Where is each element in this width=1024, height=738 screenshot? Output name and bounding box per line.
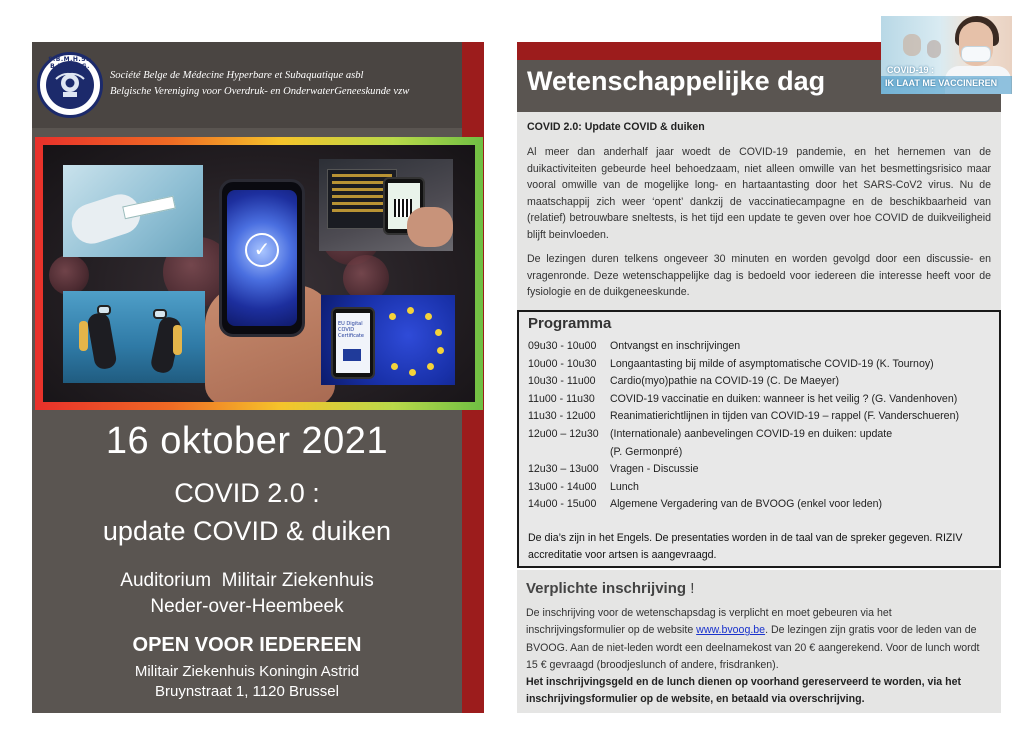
society-logo [37, 52, 103, 118]
program-row [528, 373, 994, 391]
program-row [528, 461, 994, 479]
registration-text-b: . De lezingen zijn gratis voor de leden van de BVOOG. Aan de niet-leden wordt een deelnamekost van 20 € aangerekend. Voor de lunch wordt 15 € gevraagd (broodjeslunch of andere, frisdranken). [526, 624, 980, 671]
program-row [528, 426, 994, 444]
program-desc: Algemene Vergadering van de BVOOG (enkel voor leden) [610, 498, 883, 511]
program-row [528, 408, 994, 426]
lecture-paragraph: De lezingen duren telkens ongeveer 30 minuten en worden gevolgd door een discussie- en vragenronde. Deze wetenschappelijke dag is bedoeld voor iedereen die interesse heeft voor de fysiologie en de duikgeneeskunde. [527, 253, 991, 299]
hand [407, 207, 453, 247]
red-top-bar [517, 42, 881, 60]
eu-certificate-photo [321, 295, 455, 385]
registration-heading-text: Verplichte inschrijving [526, 580, 687, 597]
intro-paragraph: Al meer dan anderhalf jaar woedt de COVID-19 pandemie, en het hernemen van de duikactiviteiten gebeurde heel behoedzaam, niet alleen omwille van het besmettingsrisico maar vooral omwille van de mogelijke long- en hartaantasting door het SARS-CoV2 virus. Nu de maatschappij zich weer ‘opent’ dankzij de vaccinatiecampagne en de beschikbaarheid van (relatief) betrouwbare sneltests, is het tijd een update te geven over hoe COVID de duikveiligheid blijft beinvloeden. [527, 146, 991, 241]
flyer-left-panel [32, 42, 484, 713]
program-desc: Longaantasting bij milde of asymptomatische COVID-19 (K. Tournoy) [610, 357, 934, 370]
eu-flag-icon [343, 349, 361, 361]
section-subtitle: COVID 2.0: Update COVID & duiken [527, 121, 705, 133]
program-row [528, 356, 994, 374]
program-row [528, 496, 994, 514]
programma-note: De dia’s zijn in het Engels. De presentaties worden in de taal van de spreker gegeven. RIZIV accreditatie voor artsen is aangevraagd. [528, 532, 963, 561]
vaccination-text-2: IK LAAT ME VACCINEREN [885, 78, 998, 88]
divers-photo [63, 291, 205, 383]
society-name-nl: Belgische Vereniging voor Overdruk- en OnderwaterGeneeskunde vzw [110, 86, 410, 97]
program-desc: COVID-19 vaccinatie en duiken: wanneer is het veilig ? (G. Vandenhoven) [610, 392, 958, 405]
program-desc: Cardio(myo)pathie na COVID-19 (C. De Maeyer) [610, 375, 840, 388]
program-row [528, 444, 994, 462]
face-mask-icon [961, 46, 991, 62]
program-desc: Reanimatierichtlijnen in tijden van COVID-19 – rappel (F. Vanderschueren) [610, 410, 959, 423]
bvoog-website-link[interactable]: www.bvoog.be [696, 624, 766, 637]
programma-list [528, 338, 994, 514]
program-time: 10u30 - 11u00 [528, 375, 596, 388]
address-line1: Militair Ziekenhuis Koningin Astrid [134, 663, 360, 680]
registration-section [517, 570, 1001, 713]
covid-test-photo [63, 165, 203, 257]
address-line2: Bruynstraat 1, 1120 Brussel [155, 683, 339, 700]
airport-qr-photo [319, 159, 453, 251]
program-desc: Ontvangst en inschrijvingen [610, 340, 741, 352]
program-desc: (P. Germonpré) [610, 445, 683, 458]
program-row [528, 479, 994, 497]
program-row [528, 391, 994, 409]
event-address [32, 662, 462, 702]
photo-collage-frame [35, 137, 483, 410]
virus-graphic [49, 255, 89, 295]
logo-ring-text: S.B.M.H.S.-B.V.O.O.G. [48, 56, 92, 70]
diving-tank [79, 321, 88, 351]
program-time: 14u00 - 15u00 [528, 498, 597, 511]
diver-helmet-icon [54, 71, 86, 99]
intro-section [517, 112, 1001, 310]
program-desc: Lunch [610, 480, 639, 493]
open-for-all: OPEN VOOR IEDEREEN [132, 634, 362, 656]
program-row [528, 338, 994, 356]
checkmark-icon: ✓ [245, 233, 279, 267]
eu-certificate-phone [331, 307, 375, 379]
event-date: 16 oktober 2021 [105, 420, 389, 462]
vaccination-phone [219, 179, 305, 337]
program-time: 11u00 - 11u30 [528, 392, 595, 405]
gloved-hand [67, 189, 146, 249]
diving-mask [97, 305, 111, 315]
eu-certificate-label: EU Digital COVID Certificate [338, 321, 364, 339]
program-time: 09u30 - 10u00 [528, 340, 597, 352]
program-time [528, 444, 610, 462]
registration-text-a: De inschrijving voor de wetenschapsdag is verplicht en moet gebeuren via het inschrijvingsformulier op de website [526, 607, 892, 637]
society-header [32, 42, 462, 128]
program-time: 10u00 - 10u30 [528, 357, 597, 370]
registration-text [526, 605, 992, 709]
program-time: 11u30 - 12u00 [528, 410, 596, 423]
page-title: Wetenschappelijke dag [527, 66, 826, 96]
event-title [32, 474, 462, 550]
program-desc: (Internationale) aanbevelingen COVID-19 en duiken: update [610, 427, 893, 440]
society-name-fr: Société Belge de Médecine Hyperbare et Subaquatique asbl [110, 70, 364, 81]
program-desc: Vragen - Discussie [610, 463, 699, 476]
registration-heading-mark: ! [686, 580, 695, 597]
event-venue [32, 568, 462, 620]
photo-collage [43, 145, 475, 402]
programma-heading: Programma [528, 315, 612, 332]
diver-figure [86, 312, 117, 371]
diving-mask [153, 309, 167, 319]
event-title-line1: COVID 2.0 : [174, 478, 320, 508]
venue-line1: Auditorium Militair Ziekenhuis [120, 570, 374, 591]
programma-box [517, 310, 1001, 568]
venue-line2: Neder-over-Heembeek [150, 596, 344, 617]
program-time: 12u30 – 13u00 [528, 463, 599, 476]
vaccination-text-1: COVID-19 : [887, 65, 935, 75]
registration-bold-note: Het inschrijvingsgeld en de lunch dienen op voorhand gereserveerd te worden, via het inschrijvingsformulier op de website, en betaald via overschrijving. [526, 676, 962, 706]
event-title-line2: update COVID & duiken [102, 516, 392, 546]
registration-heading [526, 580, 694, 597]
vaccination-badge [881, 16, 1012, 94]
society-names [110, 68, 409, 100]
program-time: 12u00 – 12u30 [528, 427, 599, 440]
diving-tank [173, 325, 182, 355]
program-time: 13u00 - 14u00 [528, 480, 597, 493]
